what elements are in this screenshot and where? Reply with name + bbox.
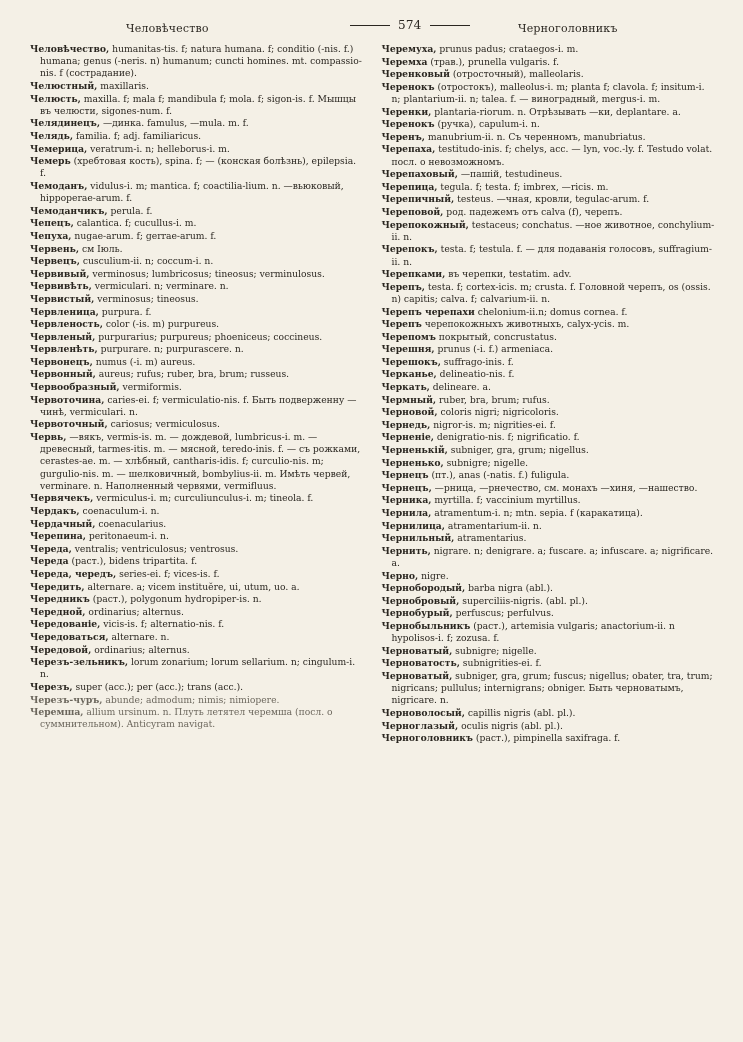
entry-definition: perfuscus; perfulvus.: [452, 608, 554, 620]
entry-headword: Чередованіе,: [30, 619, 101, 631]
entry-definition: plantaria-riorum. n. Отрѣзывать —ки, deplantare. a.: [431, 106, 681, 118]
dictionary-entry: [382, 533, 716, 545]
dictionary-entry: [382, 132, 716, 144]
entry-definition: vermiculari. n; verminare. n.: [91, 281, 229, 293]
entry-headword: Чернилица,: [381, 520, 445, 532]
entry-definition: calantica. f; cucullus-i. m.: [73, 218, 197, 230]
entry-headword: Чернобурый,: [381, 608, 453, 620]
dictionary-entry: [382, 332, 716, 344]
entry-headword: Чередовой,: [30, 644, 92, 656]
dictionary-entry: [382, 733, 716, 745]
dictionary-entry: [30, 144, 364, 156]
entry-headword: Червень,: [30, 243, 80, 255]
entry-headword: Чермный,: [381, 394, 437, 406]
page-header: [30, 12, 715, 38]
header-rule-left: [350, 25, 390, 26]
entry-headword: Черненько,: [381, 457, 444, 469]
entry-headword: Черненькій,: [381, 445, 448, 457]
entry-definition: alternare. a; vicem instituĕre, ui, utum, uo. a.: [84, 581, 300, 593]
entry-headword: Черешня,: [381, 344, 435, 356]
left-column: [30, 44, 364, 746]
entry-definition: aureus; rufus; ruber, bra, brum; russeus.: [95, 369, 290, 381]
entry-definition: capillis nigris (abl. pl.).: [464, 707, 576, 719]
entry-definition: atramentarius.: [454, 533, 527, 545]
dictionary-entry: [30, 244, 364, 256]
entry-definition: color (-is. m) purpureus.: [102, 319, 220, 331]
entry-definition: (раст.), polygonum hydropiper-is. n.: [89, 594, 262, 606]
entry-headword: Чередить,: [30, 581, 85, 593]
entry-headword: Черезъ-зельникъ,: [30, 657, 129, 669]
entry-headword: Чемерь: [30, 156, 71, 168]
entry-definition: delineare. a.: [429, 382, 491, 394]
dictionary-entry: [30, 519, 364, 531]
dictionary-entry: [30, 156, 364, 180]
entry-headword: Червивый,: [30, 268, 90, 280]
entry-definition: maxillaris.: [97, 81, 149, 92]
entry-definition: —вякъ, vermis-is. m. — дождевой, lumbricus-i. m. — древесный, tarmes-itis. m. — мясной, teredo-inis. f. — съ рожками, cerastes-ae. m. — хлѣбный, cantharis-idis. f; curculio-nis. m; gurgulio-nis. m. — шелковичный, bombylius-ii. m. Имѣть червей, verminare. n. Наполненный червями, vermifluus.: [40, 432, 361, 492]
dictionary-entry: [30, 344, 364, 356]
entry-definition: cariosus; vermiculosus.: [107, 419, 220, 431]
entry-definition: oculis nigris (abl. pl.).: [458, 720, 563, 732]
entry-headword: Черканье,: [381, 369, 437, 381]
entry-definition: myrtilla. f; vaccinium myrtillus.: [431, 495, 581, 507]
entry-definition: purpurarius; purpureus; phoeniceus; coccineus.: [95, 331, 323, 343]
entry-definition: prunus padus; crataegos-i. m.: [436, 44, 579, 55]
dictionary-entry: [382, 395, 716, 407]
entry-headword: Чередоваться,: [30, 632, 109, 643]
dictionary-entry: [30, 357, 364, 369]
entry-headword: Черепаховый,: [381, 169, 458, 181]
entry-headword: Червонецъ,: [30, 356, 93, 368]
entry-definition: testa. f; cortex-icis. m; crusta. f. Головной черепъ, os (ossis. n) capitis; calva. f; calvarium-ii. n.: [391, 281, 711, 305]
entry-definition: въ черепки, testatim. adv.: [445, 269, 572, 281]
entry-definition: verminosus; lumbricosus; tineosus; verminulosus.: [89, 268, 325, 280]
dictionary-entry: [382, 621, 716, 645]
entry-headword: Червленый,: [30, 331, 96, 343]
dictionary-entry: [30, 619, 364, 631]
dictionary-entry: [30, 419, 364, 431]
dictionary-entry: [30, 319, 364, 331]
right-column: [382, 44, 716, 746]
dictionary-entry: [30, 682, 364, 694]
entry-headword: Червоточный,: [30, 419, 108, 431]
dictionary-entry: [382, 495, 716, 507]
entry-headword: Челюстный,: [30, 81, 98, 92]
dictionary-entry: [30, 307, 364, 319]
entry-definition: vicis-is. f; alternatio-nis. f.: [100, 619, 225, 631]
dictionary-entry: [30, 131, 364, 143]
dictionary-entry: [30, 544, 364, 556]
entry-headword: Череда, чередъ,: [30, 569, 117, 581]
entry-headword: Чемоданчикъ,: [30, 205, 108, 217]
entry-headword: Черноволосый,: [381, 707, 465, 719]
dictionary-entry: [382, 721, 716, 733]
entry-headword: Черепина,: [30, 531, 86, 543]
entry-headword: Черненіе,: [381, 432, 434, 444]
entry-definition: lorum zonarium; lorum sellarium. n; cingulum-i. n.: [40, 657, 356, 681]
entry-definition: coenaculum-i. n.: [79, 506, 160, 518]
entry-definition: —динка. famulus, —mula. m. f.: [100, 118, 249, 130]
dictionary-entry: [382, 546, 716, 570]
entry-definition: series-ei. f; vices-is. f.: [116, 569, 220, 581]
entry-headword: Чернобровый,: [381, 595, 460, 607]
dictionary-entry: [382, 445, 716, 457]
dictionary-entry: [382, 382, 716, 394]
dictionary-entry: [382, 483, 716, 495]
entry-headword: Чернить,: [381, 545, 431, 557]
entry-definition: ventralis; ventriculosus; ventrosus.: [71, 543, 239, 555]
entry-headword: Чепуха,: [30, 230, 72, 242]
dictionary-entry: [30, 657, 364, 681]
dictionary-entry: [382, 169, 716, 181]
entry-headword: Чердакъ,: [30, 506, 80, 518]
entry-headword: Червячекъ,: [30, 493, 94, 505]
entry-headword: Черешокъ,: [381, 356, 441, 368]
entry-definition: chelonium-ii.n; domus cornea. f.: [474, 306, 628, 318]
dictionary-entry: [30, 594, 364, 606]
dictionary-entry: [30, 695, 364, 707]
entry-headword: Червленица,: [30, 306, 99, 318]
entry-headword: Чередной,: [30, 606, 86, 618]
dictionary-entry: [382, 182, 716, 194]
entry-definition: см Іюль.: [79, 243, 123, 255]
dictionary-entry: [30, 632, 364, 644]
entry-headword: Червообразный,: [30, 382, 120, 394]
entry-headword: Черноватый,: [381, 670, 453, 682]
entry-definition: purpurare. n; purpurascere. n.: [97, 344, 244, 356]
header-right-word: Черноголовникъ: [518, 22, 618, 35]
entry-headword: Чернецъ: [381, 470, 429, 482]
entry-headword: Черезъ-чуръ,: [30, 694, 103, 706]
entry-headword: Чепецъ,: [30, 218, 74, 230]
entry-definition: prunus (-i. f.) armeniaca.: [434, 344, 554, 356]
entry-headword: Черкать,: [381, 382, 430, 394]
header-rule-right: [430, 25, 470, 26]
dictionary-entry: [382, 319, 716, 331]
dictionary-entry: [30, 118, 364, 130]
entry-headword: Червь,: [30, 432, 67, 444]
dictionary-entry: [30, 645, 364, 657]
dictionary-entry: [382, 44, 716, 56]
entry-headword: Черепица,: [381, 181, 438, 193]
entry-headword: Черепками,: [381, 269, 446, 281]
dictionary-entry: [30, 607, 364, 619]
entry-headword: Червленость,: [30, 319, 103, 331]
entry-definition: (ручка), capulum-i. n.: [434, 119, 540, 131]
dictionary-entry: [30, 94, 364, 118]
dictionary-entry: [382, 458, 716, 470]
entry-definition: cusculium-ii. n; coccum-i. n.: [79, 256, 214, 268]
dictionary-entry: [382, 282, 716, 306]
entry-definition: (отростокъ), malleolus-i. m; planta f; clavola. f; insitum-i. n; plantarium-ii. n; talea. f. — виноградный, mergus-i. m.: [391, 81, 705, 105]
entry-definition: denigratio-nis. f; nigrificatio. f.: [434, 432, 580, 444]
entry-definition: (хребтовая кость), spina. f; — (конская болѣзнь), epilepsia. f.: [40, 156, 357, 180]
dictionary-entry: [30, 531, 364, 543]
entry-headword: Челядь,: [30, 130, 74, 142]
header-page-number-wrap: [342, 18, 478, 32]
dictionary-entry: [382, 207, 716, 219]
entry-headword: Черепъ черепахи: [381, 306, 475, 318]
entry-definition: покрытый, concrustatus.: [435, 331, 557, 343]
entry-headword: Черепъ: [381, 319, 422, 331]
entry-headword: Черемуха,: [381, 44, 437, 55]
dictionary-entry: [382, 244, 716, 268]
dictionary-entry: [382, 82, 716, 106]
entry-headword: Черника,: [381, 495, 432, 507]
dictionary-entry: [382, 269, 716, 281]
dictionary-entry: [382, 671, 716, 708]
entry-definition: subnigre; nigelle.: [443, 457, 529, 469]
dictionary-entry: [30, 81, 364, 93]
dictionary-entry: [382, 69, 716, 81]
dictionary-entry: [30, 332, 364, 344]
dictionary-entry: [30, 569, 364, 581]
entry-definition: (трав.), prunella vulgaris. f.: [427, 56, 559, 68]
entry-definition: super (acc.); per (acc.); trans (acc.).: [72, 681, 244, 693]
entry-headword: Чередникъ: [30, 594, 90, 606]
entry-headword: Черноголовникъ: [381, 733, 473, 745]
dictionary-entry: [30, 44, 364, 81]
dictionary-entry: [382, 470, 716, 482]
dictionary-entry: [30, 556, 364, 568]
entry-headword: Чемоданъ,: [30, 180, 88, 192]
dictionary-entry: [30, 707, 364, 731]
dictionary-entry: [30, 231, 364, 243]
dictionary-entry: [382, 646, 716, 658]
dictionary-entry: [382, 57, 716, 69]
entry-headword: Черемша,: [30, 707, 84, 719]
dictionary-entry: [30, 506, 364, 518]
entry-headword: Челядинецъ,: [30, 118, 101, 130]
entry-definition: superciliis-nigris. (abl. pl.).: [459, 595, 588, 607]
entry-headword: Черепокожный,: [381, 219, 469, 231]
entry-definition: testitudo-inis. f; chelys, acc. — lyn, voc.-ly. f. Testudo volat. посл. о невозможномъ.: [391, 144, 713, 168]
entry-definition: subniger, gra, grum; fuscus; nigellus; obater, tra, trum; nigricans; pullulus; internigrans; obniger. Быть черноватымъ, nigricare. n.: [391, 670, 713, 707]
entry-definition: subniger, gra, grum; nigellus.: [447, 445, 589, 457]
entry-definition: vermiformis.: [119, 382, 182, 394]
entry-definition: testa. f; testula. f. — для подаванія голосовъ, suffragium-ii. n.: [391, 244, 712, 268]
entry-definition: testeus. —чная, кровли, tegulac-arum. f.: [454, 194, 650, 206]
dictionary-entry: [382, 432, 716, 444]
entry-headword: Черезъ,: [30, 681, 73, 693]
entry-headword: Чернедь,: [381, 419, 431, 431]
dictionary-entry: [30, 269, 364, 281]
entry-headword: Чернецъ,: [381, 482, 432, 494]
dictionary-entry: [382, 194, 716, 206]
dictionary-entry: [382, 708, 716, 720]
dictionary-entry: [382, 344, 716, 356]
entry-headword: Череповой,: [381, 206, 444, 218]
dictionary-entry: [30, 256, 364, 268]
dictionary-entry: [382, 144, 716, 168]
entry-definition: (пт.), anas (-natis. f.) fuligula.: [428, 470, 570, 482]
entry-definition: delineatio-nis. f.: [436, 369, 515, 381]
entry-headword: Чемерица,: [30, 143, 88, 155]
entry-definition: testaceus; conchatus. —ное животное, conchylium-ii. n.: [391, 219, 715, 243]
dictionary-entry: [382, 307, 716, 319]
dictionary-entry: [30, 218, 364, 230]
dictionary-entry: [30, 395, 364, 419]
entry-definition: familia. f; adj. familiaricus.: [73, 130, 202, 142]
entry-definition: nigror-is. m; nigrities-ei. f.: [430, 419, 556, 431]
entry-headword: Черепъ,: [381, 281, 425, 293]
entry-definition: barba nigra (abl.).: [465, 583, 553, 595]
entry-definition: черепокожныхъ животныхъ, calyx-ycis. m.: [421, 319, 630, 331]
entry-definition: allium ursinum. n. Плуть летятел черемша (посл. о суммнительном). Anticyram navigat.: [40, 707, 333, 731]
entry-headword: Чернила,: [381, 508, 432, 520]
entry-definition: (раст.), artemisia vulgaris; anactorium-ii. n hypolisos-i. f; zozusa. f.: [391, 620, 675, 645]
entry-headword: Черепаха,: [381, 144, 436, 156]
entry-definition: subnigrities-ei. f.: [459, 658, 542, 670]
entry-definition: subnigre; nigelle.: [452, 645, 537, 657]
entry-definition: ruber, bra, brum; rufus.: [436, 394, 550, 406]
header-left-word: Человѣчество: [126, 22, 209, 35]
entry-headword: Человѣчество,: [30, 44, 110, 55]
entry-headword: Черноватость,: [381, 658, 460, 670]
dictionary-entry: [382, 119, 716, 131]
entry-headword: Червецъ,: [30, 256, 80, 268]
entry-definition: atramentum-i. n; mtn. sepia. f (каракатица).: [431, 508, 643, 520]
entry-headword: Черепомъ: [381, 331, 436, 343]
dictionary-entry: [30, 382, 364, 394]
dictionary-entry: [30, 181, 364, 205]
dictionary-entry: [382, 658, 716, 670]
entry-definition: purpura. f.: [98, 306, 152, 318]
entry-definition: humanitas-tis. f; natura humana. f; conditio (-nis. f.) humana; genus (-neris. n) humanum; cuncti homines. mt. compassio-nis. f (сострадание).: [40, 44, 362, 80]
dictionary-entry: [382, 596, 716, 608]
entry-definition: vermiculus-i. m; curculiunculus-i. m; tineola. f.: [93, 493, 314, 505]
dictionary-entry: [30, 369, 364, 381]
entry-definition: —рница, —рнечество, см. монахъ —хиня, —нашество.: [431, 482, 698, 494]
entry-headword: Червонный,: [30, 369, 96, 381]
entry-headword: Черноватый,: [381, 645, 453, 657]
dictionary-entry: [30, 294, 364, 306]
entry-headword: Череда,: [30, 543, 72, 555]
entry-definition: atramentarium-ii. n.: [444, 520, 542, 532]
entry-definition: —пашій, testudineus.: [457, 169, 563, 181]
dictionary-entry: [382, 583, 716, 595]
entry-headword: Чернобыльникъ: [381, 620, 471, 632]
dictionary-entry: [382, 420, 716, 432]
entry-headword: Черенки,: [381, 106, 432, 118]
entry-definition: abunde; admodum; nimis; nimiopere.: [102, 694, 280, 706]
entry-definition: manubrium-ii. n. Съ черенномъ, manubriatus.: [424, 131, 646, 143]
entry-definition: род. падежемъ отъ calva (f), черепъ.: [443, 206, 623, 218]
dictionary-entry: [30, 493, 364, 505]
entry-definition: coloris nigri; nigricoloris.: [437, 407, 559, 419]
entry-headword: Червивѣть,: [30, 281, 92, 293]
entry-headword: Червленѣть,: [30, 344, 98, 356]
entry-headword: Червистый,: [30, 293, 95, 305]
dictionary-entry: [382, 407, 716, 419]
entry-headword: Черемха: [381, 56, 428, 68]
entry-headword: Черепичный,: [381, 194, 455, 206]
dictionary-entry: [30, 206, 364, 218]
entry-headword: Черенокъ: [381, 81, 435, 93]
dictionary-entry: [382, 357, 716, 369]
dictionary-entry: [382, 369, 716, 381]
entry-headword: Чердачный,: [30, 518, 96, 530]
entry-definition: peritonaeum-i. n.: [85, 531, 169, 543]
entry-definition: caries-ei. f; vermiculatio-nis. f. Быть подверженну —чинѣ, vermiculari. n.: [40, 394, 357, 418]
entry-definition: (отросточный), malleolaris.: [449, 69, 584, 81]
entry-headword: Черноглазый,: [381, 720, 459, 732]
entry-definition: veratrum-i. n; helleborus-i. m.: [87, 143, 230, 155]
dictionary-entry: [382, 571, 716, 583]
dictionary-entry: [382, 508, 716, 520]
entry-headword: Черепокъ,: [381, 244, 438, 256]
columns: [30, 44, 715, 746]
dictionary-entry: [382, 608, 716, 620]
entry-headword: Черно,: [381, 570, 419, 582]
entry-headword: Черенъ,: [381, 131, 425, 143]
entry-definition: nigre.: [418, 570, 449, 582]
entry-definition: coenacularius.: [95, 518, 167, 530]
entry-definition: tegula. f; testa. f; imbrex, —ricis. m.: [437, 181, 609, 193]
entry-definition: verminosus; tineosus.: [94, 293, 199, 305]
entry-definition: nigrare. n; denigrare. a; fuscare. a; infuscare. a; nigrificare. a.: [391, 545, 714, 569]
entry-definition: suffrago-inis. f.: [440, 356, 514, 368]
entry-definition: nugae-arum. f; gerrae-arum. f.: [71, 230, 217, 242]
entry-headword: Череда: [30, 556, 69, 568]
entry-headword: Червоточина,: [30, 394, 105, 406]
entry-definition: numus (-i. m) aureus.: [92, 356, 196, 368]
entry-headword: Челюсть,: [30, 93, 81, 105]
page-number: 574: [398, 18, 422, 32]
entry-headword: Черновой,: [381, 407, 438, 419]
entry-definition: (раст.), bidens tripartita. f.: [68, 556, 198, 568]
entry-definition: (раст.), pimpinella saxifraga. f.: [472, 733, 621, 745]
dictionary-entry: [382, 220, 716, 244]
entry-definition: maxilla. f; mala f; mandibula f; mola. f; sigon-is. f. Мышцы въ челюсти, sigones-num. f.: [40, 93, 357, 117]
dictionary-entry: [30, 582, 364, 594]
dictionary-entry: [30, 432, 364, 493]
entry-definition: ordinarius; alternus.: [85, 606, 184, 618]
entry-headword: Черенокъ: [381, 119, 435, 131]
dictionary-entry: [382, 107, 716, 119]
entry-headword: Черенковый: [381, 69, 450, 81]
entry-headword: Чернобородый,: [381, 583, 466, 595]
entry-definition: vidulus-i. m; mantica. f; coactilia-lium. n. —вьюковый, hippoperae-arum. f.: [40, 180, 344, 205]
dictionary-entry: [30, 281, 364, 293]
entry-definition: perula. f.: [107, 205, 153, 217]
entry-definition: alternare. n.: [108, 632, 170, 643]
dictionary-entry: [382, 521, 716, 533]
entry-headword: Чернильный,: [381, 533, 455, 545]
entry-definition: ordinarius; alternus.: [91, 644, 190, 656]
